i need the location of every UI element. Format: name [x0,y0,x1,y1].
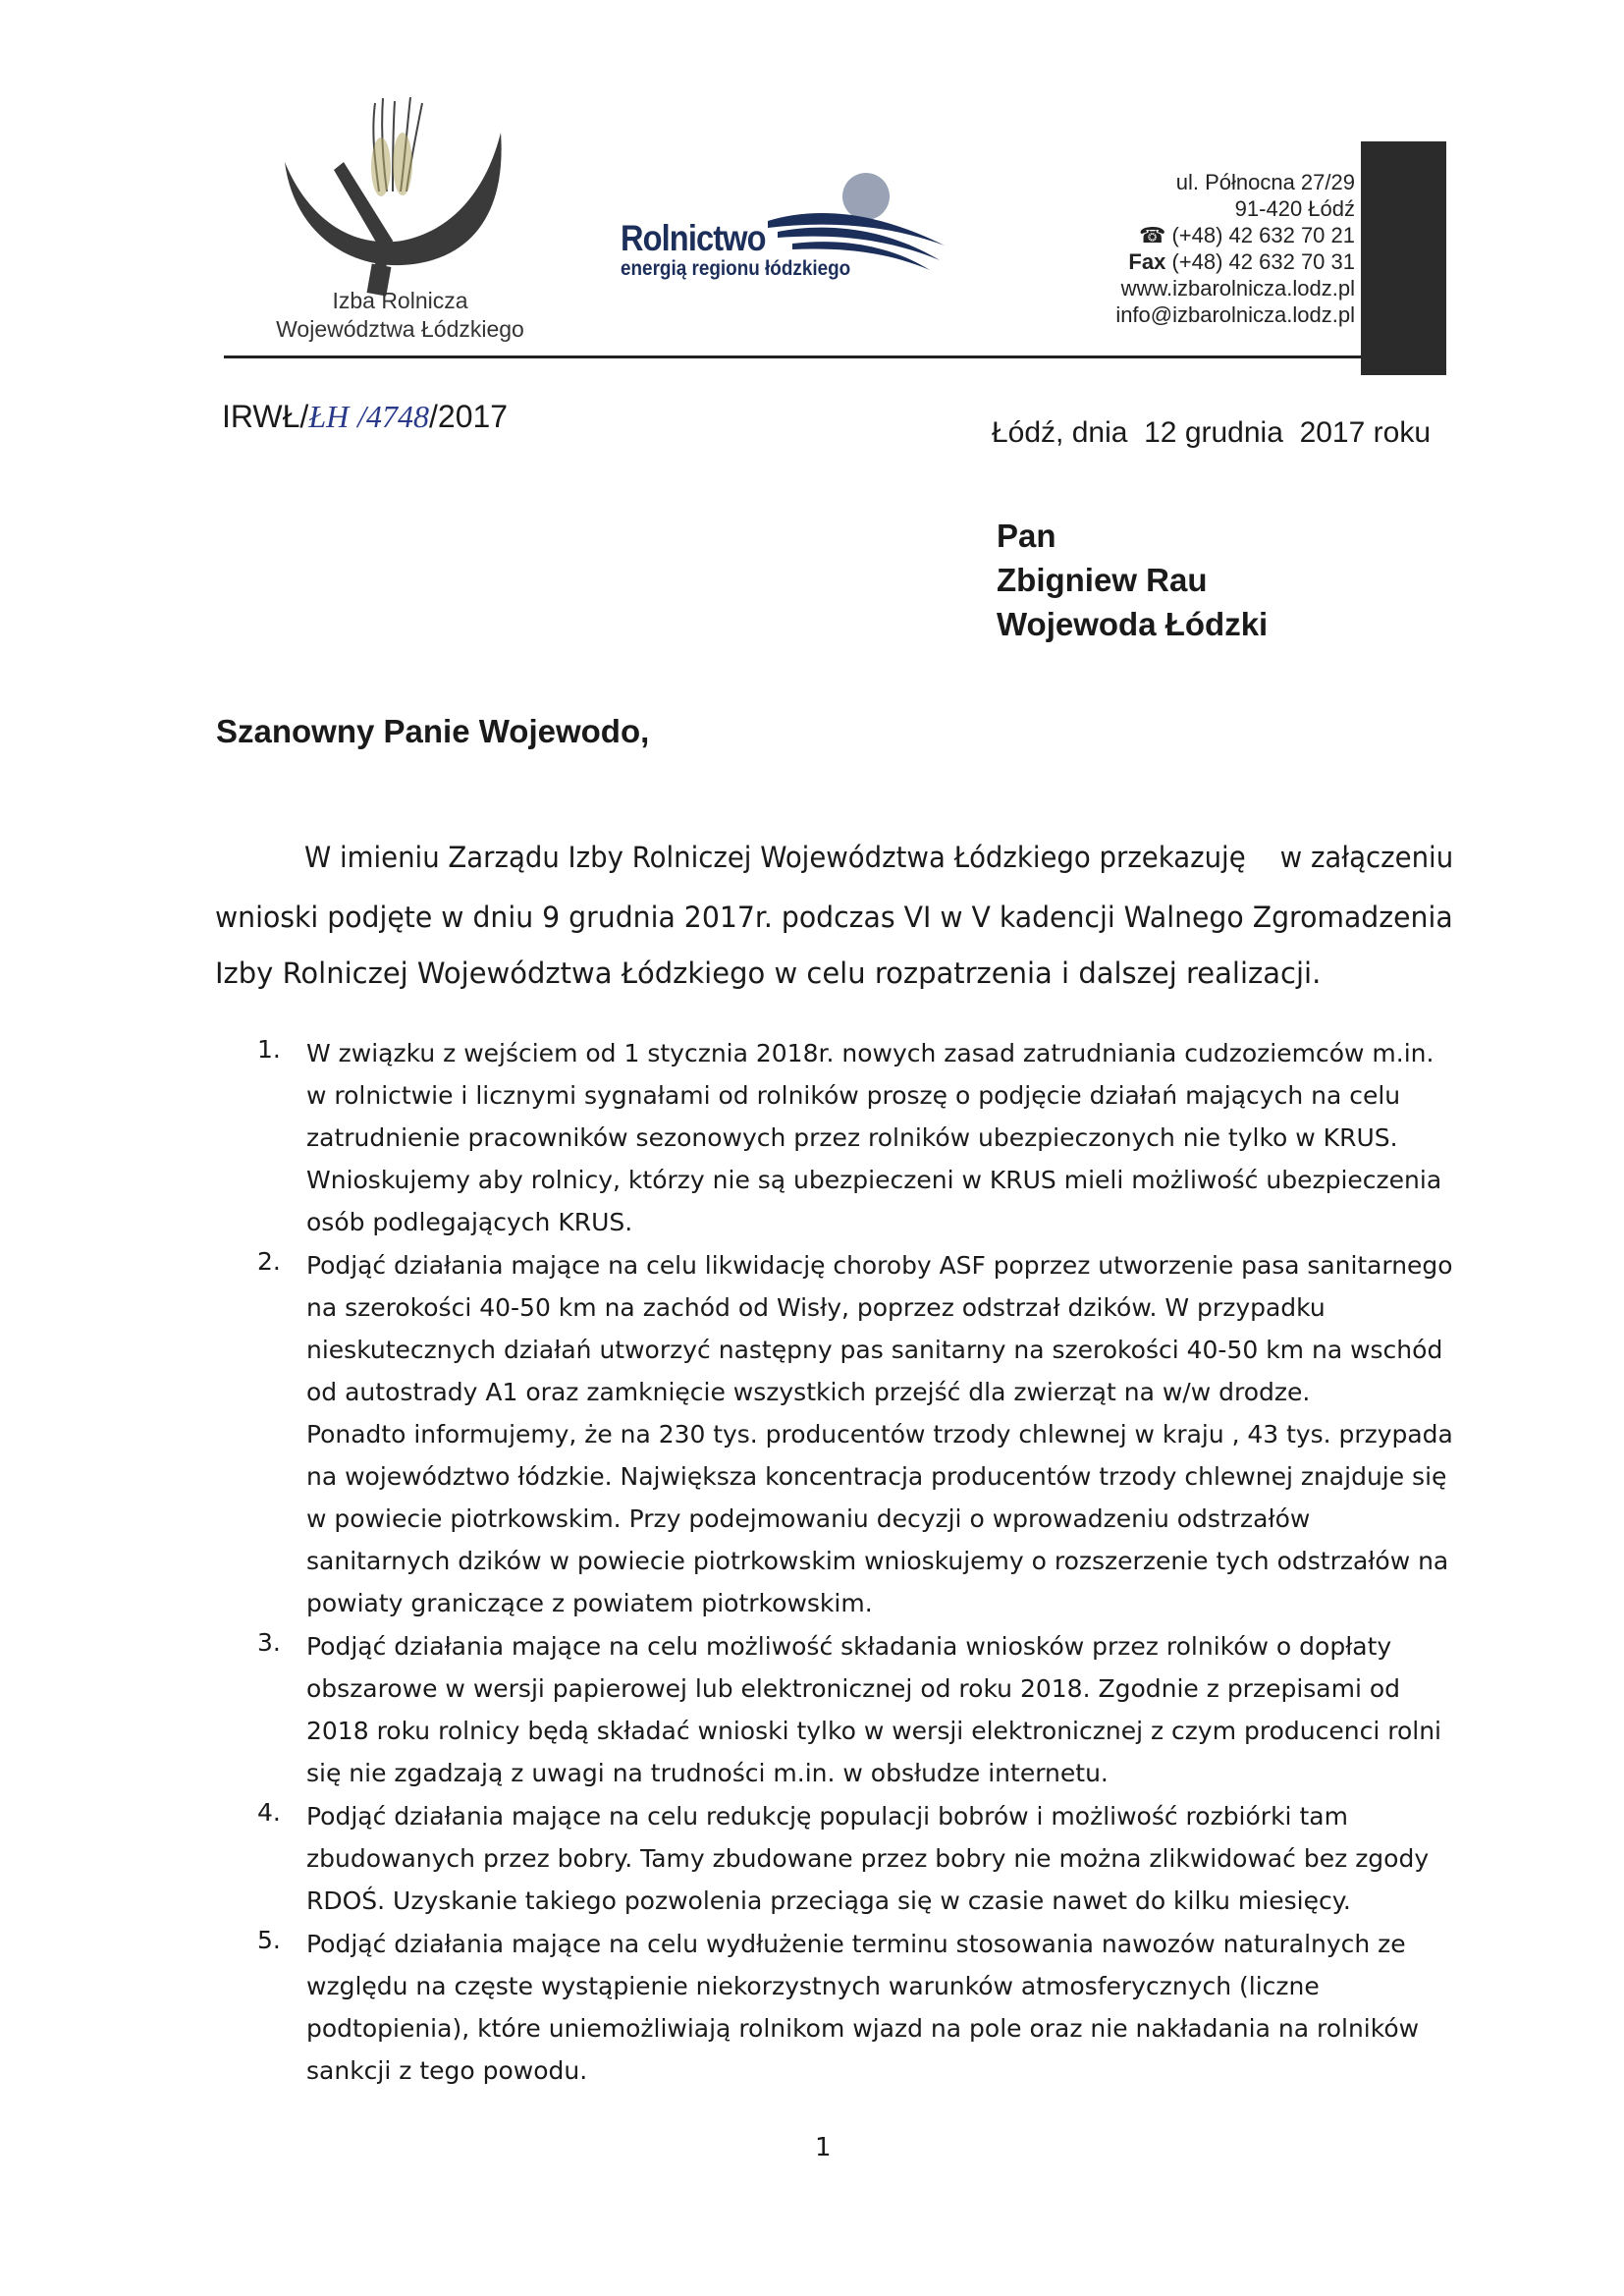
date-line: Łódź, dnia 12 grudnia 2017 roku [992,416,1431,449]
organization-name [231,287,569,344]
list-item-number: 2. [257,1247,281,1276]
brand-subtitle: energią regionu łódzkiego [621,257,851,280]
list-item-line: względu na częste wystąpienie niekorzystnych warunków atmosferycznych (liczne [306,1972,1320,2000]
list-item-line: powiaty graniczące z powiatem piotrkowskim. [306,1589,873,1617]
fax-label: Fax [1128,249,1166,274]
list-item-line: w rolnictwie i licznymi sygnałami od rolników proszę o podjęcie działań mających na celu [306,1081,1401,1110]
header-divider [224,355,1361,358]
list-item-number: 3. [257,1628,281,1657]
address-line-2: 91-420 Łódź [1234,196,1355,221]
addressee-line: Pan [997,518,1056,554]
phone-row [982,222,1355,248]
brand-title: Rolnictwo [621,218,766,258]
header-side-bar [1361,141,1446,375]
phone-number: (+48) 42 632 70 21 [1171,223,1355,247]
list-item-line: Podjąć działania mające na celu wydłużenie terminu stosowania nawozów naturalnych ze [306,1930,1406,1958]
list-item-number: 5. [257,1926,281,1954]
list-item-line: obszarowe w wersji papierowej lub elektronicznej od roku 2018. Zgodnie z przepisami od [306,1674,1401,1703]
list-item-line: Podjąć działania mające na celu likwidację choroby ASF poprzez utworzenie pasa sanitarnego [306,1251,1453,1280]
list-item-line: RDOŚ. Uzyskanie takiego pozwolenia przeciąga się w czasie nawet do kilku miesięcy. [306,1886,1351,1915]
list-item-line: Podjąć działania mające na celu redukcję populacji bobrów i możliwość rozbiórki tam [306,1802,1348,1831]
list-item-line: sankcji z tego powodu. [306,2056,588,2085]
intro-line: wnioski podjęte w dniu 9 grudnia 2017r. podczas VI w V kadencji Walnego Zgromadzenia [215,901,1453,934]
website-link[interactable]: www.izbarolnicza.lodz.pl [1120,276,1355,301]
list-item-line: na województwo łódzkie. Największa koncentracja producentów trzody chlewnej znajduje się [306,1462,1447,1491]
intro-line: W imieniu Zarządu Izby Rolniczej Województwa Łódzkiego przekazuję w załączeniu [304,841,1454,874]
list-item-number: 4. [257,1798,281,1827]
addressee-line: Wojewoda Łódzki [997,606,1269,642]
addressee-line: Zbigniew Rau [997,562,1208,598]
fax-number: (+48) 42 632 70 31 [1171,249,1355,274]
list-item-line: Wnioskujemy aby rolnicy, którzy nie są ubezpieczeni w KRUS mieli możliwość ubezpieczenia [306,1166,1442,1194]
list-item-line: się nie zgadzają z uwagi na trudności m.in. w obsłudze internetu. [306,1759,1109,1787]
reference-handwritten-2: /4748 [357,399,429,434]
list-item-line: na szerokości 40-50 km na zachód od Wisły, poprzez odstrzał dzików. W przypadku [306,1293,1326,1322]
reference-number [222,399,508,435]
salutation: Szanowny Panie Wojewodo, [216,713,650,749]
list-item-line: w powiecie piotrkowskim. Przy podejmowaniu decyzji o wprowadzeniu odstrzałów [306,1504,1311,1533]
reference-handwritten-1: ŁH [308,399,350,434]
address-line-1: ul. Północna 27/29 [1175,170,1355,194]
page-number: 1 [815,2133,832,2162]
addressee-block [997,514,1268,646]
intro-line: Izby Rolniczej Województwa Łódzkiego w celu rozpatrzenia i dalszej realizacji. [215,957,1322,990]
reference-prefix: IRWŁ/ [222,399,309,434]
list-item-line: zbudowanych przez bobry. Tamy zbudowane przez bobry nie można zlikwidować bez zgody [306,1844,1430,1873]
email-link[interactable]: info@izbarolnicza.lodz.pl [1115,302,1355,327]
org-name-line-1: Izba Rolnicza [332,288,468,313]
contact-block [982,169,1355,328]
reference-suffix: /2017 [429,399,509,434]
org-name-line-2: Województwa Łódzkiego [276,316,524,342]
list-item-line: W związku z wejściem od 1 stycznia 2018r. nowych zasad zatrudniania cudzoziemców m.in. [306,1039,1435,1067]
list-item-line: podtopienia), które uniemożliwiają rolnikom wjazd na pole oraz nie nakładania na rolników [306,2014,1420,2043]
list-item-line: Ponadto informujemy, że na 230 tys. producentów trzody chlewnej w kraju , 43 tys. przypada [306,1420,1453,1449]
list-item-line: sanitarnych dzików w powiecie piotrkowskim wnioskujemy o rozszerzenie tych odstrzałów na [306,1547,1449,1575]
list-item-line: 2018 roku rolnicy będą składać wnioski tylko w wersji elektronicznej z czym producenci rolni [306,1717,1441,1745]
brand-logo [621,167,945,285]
list-item-line: nieskutecznych działań utworzyć następny pas sanitarny na szerokości 40-50 km na wschód [306,1336,1443,1364]
list-item-line: Podjąć działania mające na celu możliwość składania wniosków przez rolników o dopłaty [306,1632,1392,1661]
list-item-line: zatrudnienie pracowników sezonowych przez rolników ubezpieczonych nie tylko w KRUS. [306,1123,1398,1152]
list-item-line: od autostrady A1 oraz zamknięcie wszystkich przejść dla zwierząt na w/w drodze. [306,1378,1311,1406]
fax-row [982,248,1355,275]
phone-icon: ☎ [1138,223,1172,247]
list-item-line: osób podlegających KRUS. [306,1208,633,1236]
list-item-number: 1. [257,1035,281,1064]
